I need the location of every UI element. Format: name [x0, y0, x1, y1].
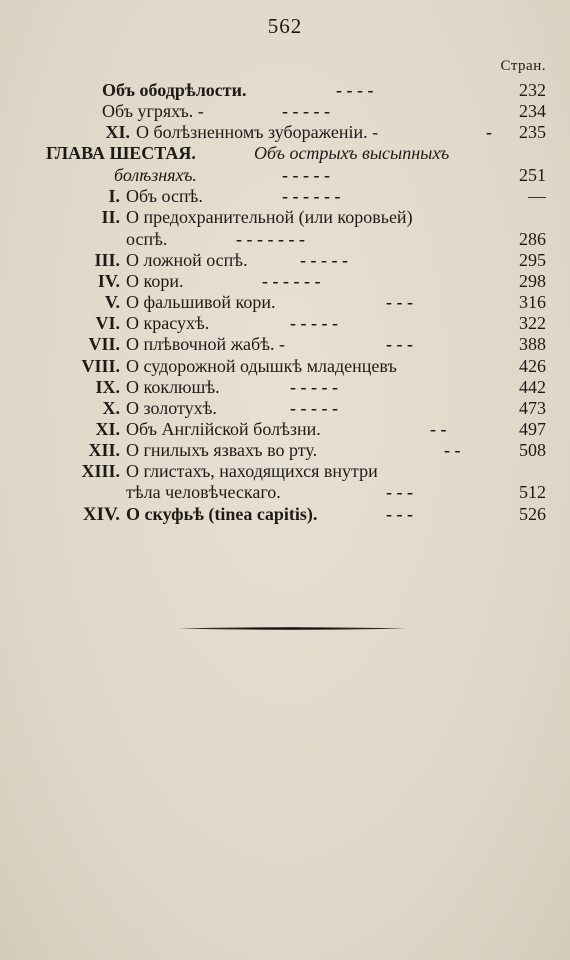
entry-number: VII.: [88, 334, 120, 354]
entry-page: 426: [519, 356, 546, 376]
entry-leader: - - - - - - -: [236, 229, 305, 249]
entry-leader: - - - - -: [290, 313, 338, 333]
entry-page: 234: [519, 101, 546, 121]
entry-page: 442: [519, 377, 546, 397]
entry-title: О предохранительной (или коровьей): [126, 207, 413, 227]
entry-page: 508: [519, 440, 546, 460]
entry-number: X.: [102, 398, 120, 418]
entry-page: 251: [519, 165, 546, 185]
entry-title: О коклюшѣ.: [126, 377, 220, 397]
entry-title: О судорожной одышкѣ младенцевъ: [126, 356, 397, 376]
entry-number: I.: [108, 186, 120, 206]
entry-page: 322: [519, 313, 546, 333]
entry-title: О скуфьѣ (tinea capitis).: [126, 504, 318, 524]
entry-leader: - - - - -: [290, 377, 338, 397]
entry-number: II.: [101, 207, 120, 227]
entry-title: О плѣвочной жабѣ. -: [126, 334, 285, 354]
toc-entry: [0, 334, 570, 356]
entry-number: III.: [94, 250, 120, 270]
toc-entry: [0, 80, 570, 102]
entry-leader: - - - - -: [290, 398, 338, 418]
toc-entry: [0, 440, 570, 462]
entry-number: IV.: [97, 271, 120, 291]
entry-title: О болѣзненномъ зубораженіи. -: [136, 122, 379, 142]
entry-title: О золотухѣ.: [126, 398, 217, 418]
entry-title: О кори.: [126, 271, 184, 291]
entry-title: О фальшивой кори.: [126, 292, 276, 312]
toc-entry: [0, 377, 570, 399]
chapter-title: Объ острыхъ высыпныхъ: [254, 143, 450, 163]
toc-entry: [0, 504, 570, 526]
entry-title: Объ оспѣ.: [126, 186, 203, 206]
toc-entry: [0, 419, 570, 441]
entry-page: 316: [519, 292, 546, 312]
toc-entry: [0, 313, 570, 335]
entry-title: О гнилыхъ язвахъ во рту.: [126, 440, 318, 460]
entry-title: Объ Англійской болѣзни.: [126, 419, 321, 439]
entry-leader: - - - - -: [282, 101, 330, 121]
toc-entry: [0, 356, 570, 378]
entry-number: VIII.: [81, 356, 120, 376]
entry-leader: - - - - -: [300, 250, 348, 270]
entry-page: 298: [519, 271, 546, 291]
entry-page: 286: [519, 229, 546, 249]
entry-title: тѣла человѣческаго.: [126, 482, 281, 502]
entry-number: XII.: [88, 440, 120, 460]
toc-entry: [0, 229, 570, 251]
toc-entry: [0, 207, 570, 229]
entry-number: V.: [104, 292, 120, 312]
toc-entry: [0, 271, 570, 293]
entry-title: оспѣ.: [126, 229, 168, 249]
entry-page: 295: [519, 250, 546, 270]
entry-title: Объ угряхъ. -: [102, 101, 204, 121]
entry-page: 388: [519, 334, 546, 354]
entry-page: 232: [519, 80, 546, 100]
entry-page: 235: [519, 122, 546, 142]
toc-entry: [0, 101, 570, 123]
toc-entry: [0, 186, 570, 208]
page-number: 562: [267, 14, 303, 38]
entry-leader: - - - - - -: [282, 186, 341, 206]
entry-title: О красухѣ.: [126, 313, 210, 333]
entry-leader: -: [486, 122, 492, 142]
toc-entry: [0, 398, 570, 420]
entry-number: XIII.: [81, 461, 120, 481]
toc-entry: [0, 122, 570, 144]
chapter-heading: [0, 143, 570, 165]
entry-leader: - - - - -: [282, 165, 330, 185]
entry-number: VI.: [95, 313, 120, 333]
entry-title: болѣзняхъ.: [114, 165, 197, 185]
entry-leader: - - - -: [336, 80, 374, 100]
entry-leader: - - -: [386, 334, 413, 354]
entry-leader: - - -: [386, 504, 413, 524]
toc-entry: [0, 250, 570, 272]
toc-entry: [0, 482, 570, 504]
entry-number: XI.: [95, 419, 120, 439]
chapter-label: ГЛАВА ШЕСТАЯ.: [46, 143, 196, 163]
entry-leader: - - -: [386, 292, 413, 312]
entry-page: 526: [519, 504, 546, 524]
entry-number: XI.: [105, 122, 130, 142]
entry-leader: - -: [430, 419, 447, 439]
page-column-header: Стран.: [500, 58, 546, 74]
entry-page: 497: [519, 419, 546, 439]
ornamental-rule: [178, 626, 406, 631]
entry-number: XIV.: [82, 504, 120, 525]
toc-entry: [0, 292, 570, 314]
toc-entry: [0, 461, 570, 483]
entry-page: —: [528, 186, 546, 206]
entry-title: Объ ободрѣлости.: [102, 80, 247, 100]
entry-leader: - - - - - -: [262, 271, 321, 291]
toc-entry: [0, 165, 570, 187]
entry-page: 512: [519, 482, 546, 502]
entry-title: О ложной оспѣ.: [126, 250, 248, 270]
entry-page: 473: [519, 398, 546, 418]
entry-number: IX.: [95, 377, 120, 397]
entry-leader: - - -: [386, 482, 413, 502]
entry-leader: - -: [444, 440, 461, 460]
entry-title: О глистахъ, находящихся внутри: [126, 461, 378, 481]
